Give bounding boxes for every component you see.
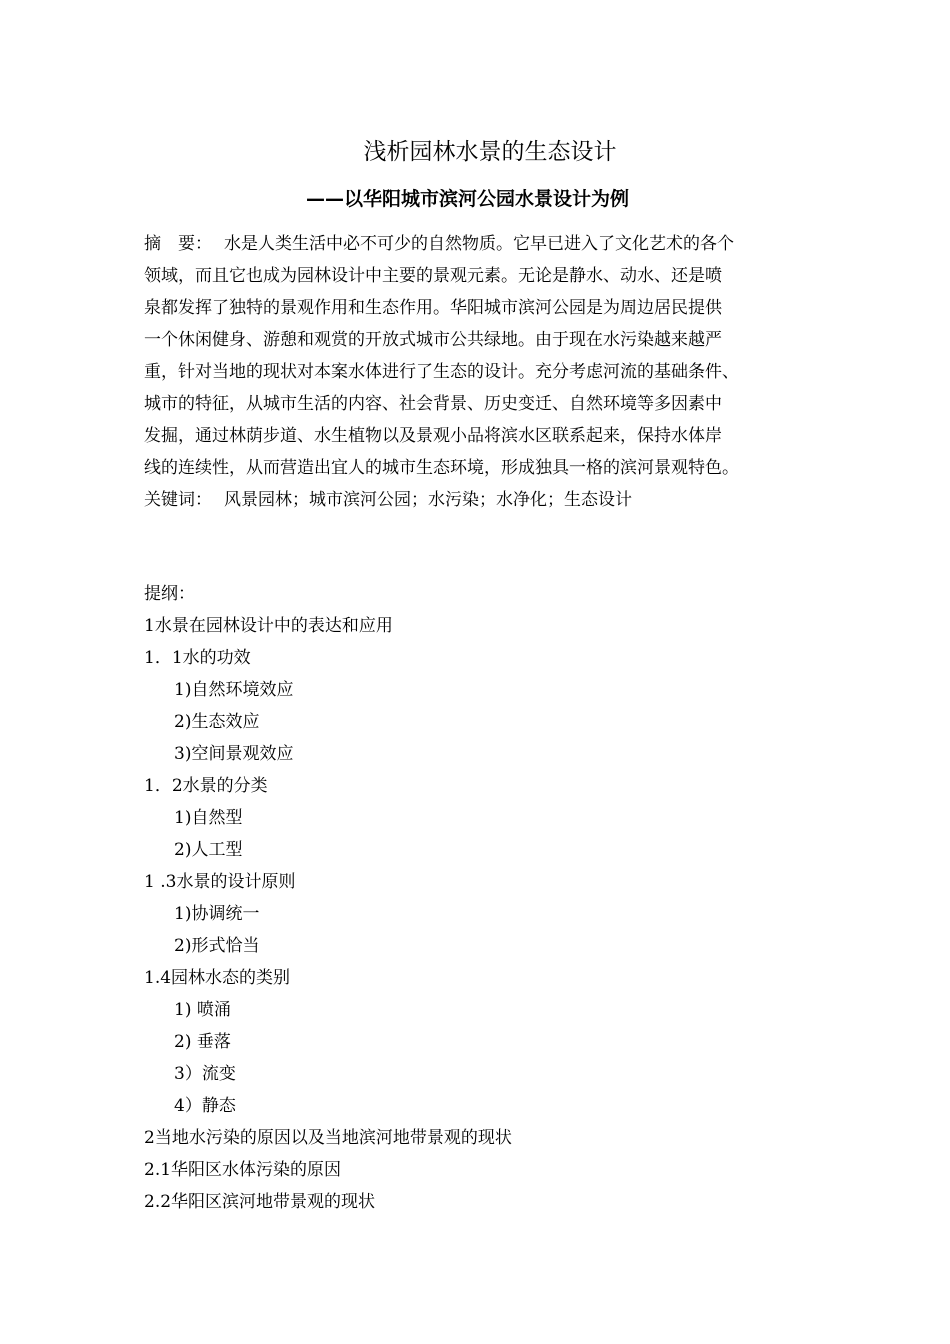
outline-item: 2.1华阳区水体污染的原因	[144, 1160, 342, 1180]
outline-subitem: 3)空间景观效应	[174, 744, 294, 764]
abstract-line: 一个休闲健身、游憩和观赏的开放式城市公共绿地。由于现在水污染越来越严	[144, 330, 722, 350]
abstract-line: 泉都发挥了独特的景观作用和生态作用。华阳城市滨河公园是为周边居民提供	[144, 298, 722, 318]
outline-subitem: 1) 喷涌	[174, 1000, 231, 1020]
outline-item: 2当地水污染的原因以及当地滨河地带景观的现状	[144, 1128, 512, 1148]
abstract-line: 领域，而且它也成为园林设计中主要的景观元素。无论是静水、动水、还是喷	[144, 266, 722, 286]
outline-subitem: 2) 垂落	[174, 1032, 231, 1052]
outline-item: 1.4园林水态的类别	[144, 968, 291, 988]
outline-subitem: 3）流变	[174, 1064, 236, 1084]
outline-subitem: 4）静态	[174, 1096, 236, 1116]
abstract-line: 线的连续性，从而营造出宜人的城市生态环境，形成独具一格的滨河景观特色。	[144, 458, 739, 478]
outline-subitem: 2)生态效应	[174, 712, 260, 732]
keywords-text: 风景园林；城市滨河公园；水污染；水净化；生态设计	[224, 490, 632, 510]
outline-subitem: 2)形式恰当	[174, 936, 260, 956]
outline-item: 1．2水景的分类	[144, 776, 268, 796]
keywords-line	[144, 484, 834, 516]
abstract-line: 重，针对当地的现状对本案水体进行了生态的设计。充分考虑河流的基础条件、	[144, 362, 739, 382]
outline-item: 1．1水的功效	[144, 648, 251, 668]
outline-subitem: 1)协调统一	[174, 904, 260, 924]
outline-item: 2.2华阳区滨河地带景观的现状	[144, 1192, 376, 1212]
abstract-section	[144, 228, 834, 516]
abstract-label: 摘 要：	[144, 234, 212, 254]
outline-section	[144, 578, 834, 1218]
outline-item: 1水景在园林设计中的表达和应用	[144, 616, 393, 636]
abstract-text: 水是人类生活中必不可少的自然物质。它早已进入了文化艺术的各个	[224, 234, 734, 254]
outline-subitem: 1)自然环境效应	[174, 680, 294, 700]
outline-subitem: 1)自然型	[174, 808, 243, 828]
document-title: 浅析园林水景的生态设计	[363, 139, 617, 165]
outline-item: 1 .3水景的设计原则	[144, 872, 296, 892]
abstract-line: 城市的特征，从城市生活的内容、社会背景、历史变迁、自然环境等多因素中	[144, 394, 722, 414]
outline-label: 提纲：	[144, 584, 195, 604]
outline-subitem: 2)人工型	[174, 840, 243, 860]
document-subtitle: ——以华阳城市滨河公园水景设计为例	[305, 188, 629, 210]
keywords-label: 关键词：	[144, 490, 212, 510]
abstract-line	[144, 228, 834, 260]
abstract-line: 发掘，通过林荫步道、水生植物以及景观小品将滨水区联系起来，保持水体岸	[144, 426, 722, 446]
